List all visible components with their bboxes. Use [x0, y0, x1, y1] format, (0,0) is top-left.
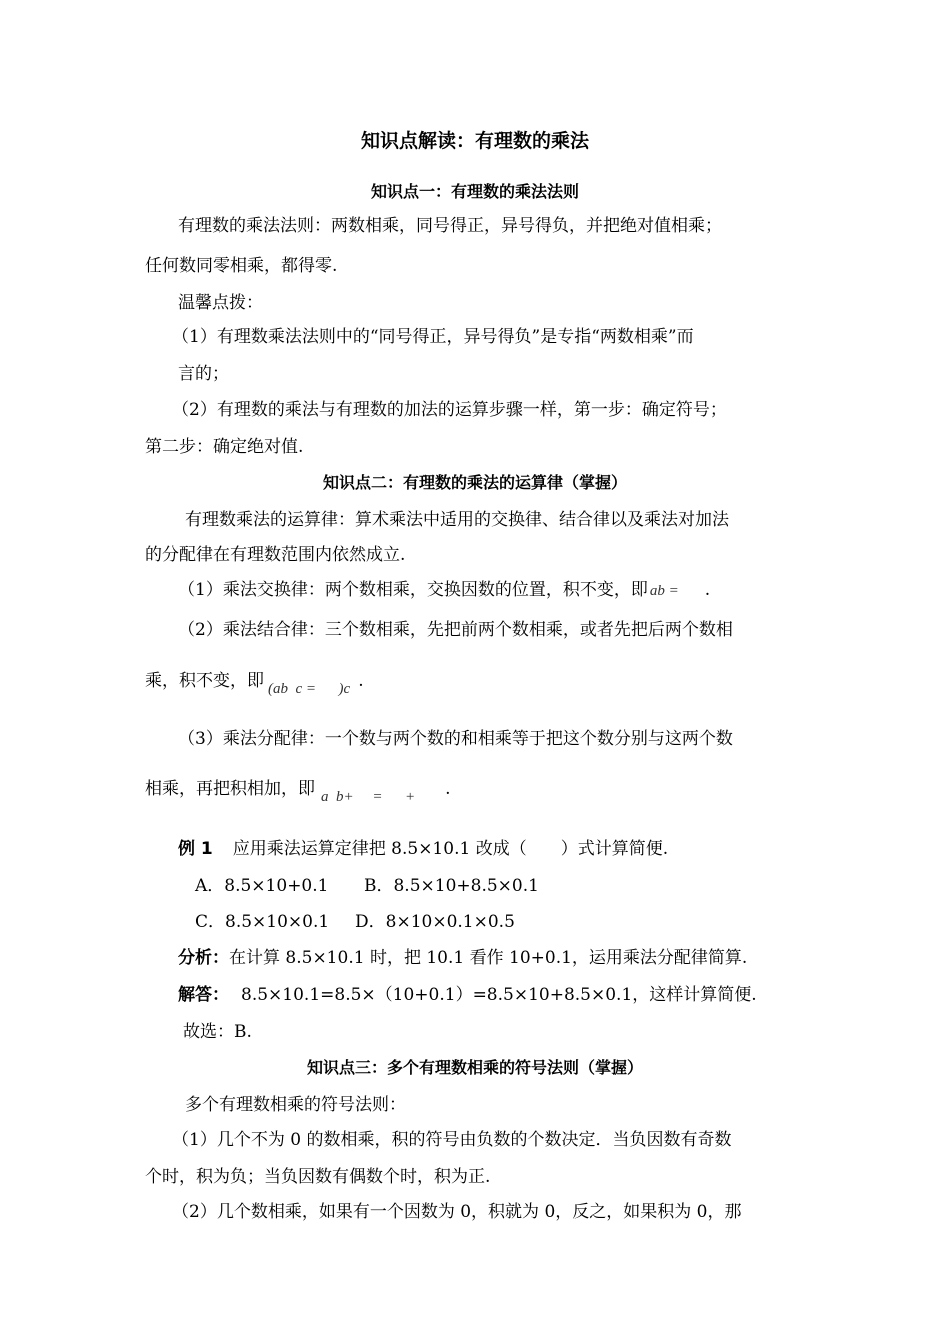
tip2-line-2: 第二步：确定绝对值. — [145, 437, 304, 457]
distributive-text: 相乘，再把积相加，即 — [145, 779, 315, 799]
answer-label: 解答： — [178, 985, 229, 1005]
tip2-line-1: （2）有理数的乘法与有理数的加法的运算步骤一样，第一步：确定符号； — [172, 400, 727, 420]
example-question — [178, 837, 668, 861]
analysis-label: 分析： — [178, 948, 229, 968]
laws-intro-line-1: 有理数乘法的运算律：算术乘法中适用的交换律、结合律以及乘法对加法 — [185, 510, 729, 530]
section1-heading: 知识点一：有理数的乘法法则 — [370, 182, 579, 201]
section3-heading: 知识点三：多个有理数相乘的符号法则（掌握） — [306, 1058, 643, 1077]
associative-period: . — [358, 671, 364, 691]
answer-choice: 故选：B. — [183, 1022, 252, 1042]
rule-line-2: 任何数同零相乘，都得零. — [145, 256, 338, 276]
tip1-line-2: 言的； — [178, 364, 229, 384]
answer-text: 8.5×10.1=8.5×（10+0.1）=8.5×10+8.5×0.1，这样计算简便. — [241, 985, 757, 1005]
section2-heading: 知识点二：有理数的乘法的运算律（掌握） — [322, 473, 627, 492]
option-a: A．8.5×10+0.1 — [195, 876, 329, 896]
commutative-period: . — [704, 580, 711, 600]
distributive-line-2 — [145, 777, 451, 805]
example-label: 例 1 — [178, 839, 213, 859]
laws-intro-line-2: 的分配律在有理数范围内依然成立. — [145, 545, 406, 565]
distributive-period: . — [445, 779, 451, 799]
option-d: D．8×10×0.1×0.5 — [355, 912, 515, 932]
example-text: 应用乘法运算定律把 8.5×10.1 改成（ ）式计算简便. — [232, 839, 669, 859]
associative-line-2 — [145, 669, 364, 697]
analysis-text: 在计算 8.5×10.1 时，把 10.1 看作 10+0.1，运用乘法分配律简算. — [229, 948, 748, 968]
tip-label: 温馨点拨： — [178, 293, 263, 313]
sign-rule-intro: 多个有理数相乘的符号法则： — [185, 1095, 406, 1115]
sign-rule-2-line-1: （2）几个数相乘，如果有一个因数为 0，积就为 0，反之，如果积为 0，那 — [172, 1202, 742, 1222]
analysis — [178, 946, 747, 970]
page-title: 知识点解读：有理数的乘法 — [360, 130, 589, 152]
tip1-line-1: （1）有理数乘法法则中的“同号得正，异号得负”是专指“两数相乘”而 — [172, 327, 694, 347]
associative-formula: (ab c = )c — [268, 681, 351, 697]
distributive-formula: a b+ = + — [321, 789, 416, 805]
answer — [178, 983, 757, 1007]
commutative-law — [178, 578, 710, 603]
option-b: B．8.5×10+8.5×0.1 — [364, 876, 539, 896]
sign-rule-1-line-2: 个时，积为负；当负因数有偶数个时，积为正. — [145, 1167, 491, 1187]
distributive-line-1: （3）乘法分配律：一个数与两个数的和相乘等于把这个数分别与这两个数 — [178, 729, 733, 749]
commutative-formula: ab = — [649, 583, 679, 599]
rule-line-1: 有理数的乘法法则：两数相乘，同号得正，异号得负，并把绝对值相乘； — [178, 216, 722, 236]
option-c: C．8.5×10×0.1 — [195, 912, 330, 932]
sign-rule-1-line-1: （1）几个不为 0 的数相乘，积的符号由负数的个数决定．当负因数有奇数 — [172, 1130, 732, 1150]
associative-text: 乘，积不变，即 — [145, 671, 264, 691]
commutative-law-text: （1）乘法交换律：两个数相乘，交换因数的位置，积不变，即 — [178, 580, 648, 600]
associative-line-1: （2）乘法结合律：三个数相乘，先把前两个数相乘，或者先把后两个数相 — [178, 620, 733, 640]
